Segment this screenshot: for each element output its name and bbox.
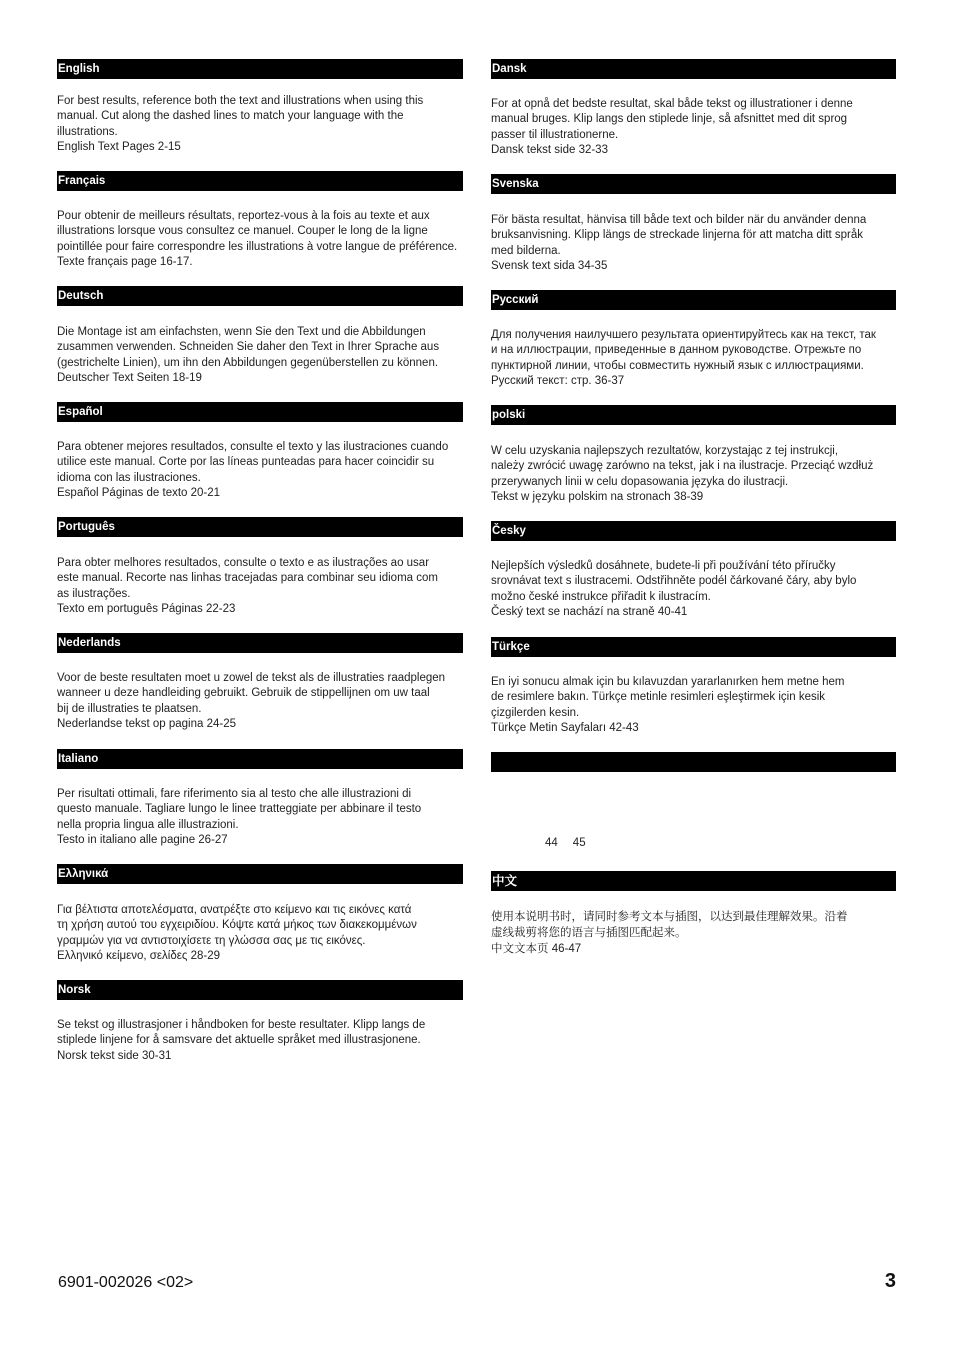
section-body-deutsch: Die Montage ist am einfachsten, wenn Sie den Text und die Abbildungen zusammen verwenden. Schneiden Sie daher den Text in Ihrer Sprache aus (gestrichelte Linien), um ihn den Abbildungen gegenüberstellen zu können. Deutscher Text Seiten 18-19	[57, 326, 440, 385]
section-header-norsk: Norsk	[57, 980, 463, 1000]
section-body-norsk: Se tekst og illustrasjoner i håndboken for beste resultater. Klipp langs de stiplede linjene for å samsvare det aktuelle språket med illustrasjonene. Norsk tekst side 30-31	[57, 1019, 426, 1062]
section-header-espanol: Español	[57, 402, 463, 422]
section-header-deutsch: Deutsch	[57, 286, 463, 306]
section-header-nederlands: Nederlands	[57, 633, 463, 653]
section-body-italiano: Per risultati ottimali, fare riferimento sia al testo che alle illustrazioni di questo manuale. Tagliare lungo le linee tratteggiate per abbinare il testo nella propria lingua alle illustrazioni. Testo in italiano alle pagine 26-27	[57, 788, 422, 847]
section-body-english: For best results, reference both the text and illustrations when using this manual. Cut along the dashed lines to match your language with the illustrations. English Text Pages 2-15	[57, 95, 424, 154]
section-header-dansk: Dansk	[491, 59, 896, 79]
section-body-espanol: Para obtener mejores resultados, consulte el texto y las ilustraciones cuando utilice este manual. Corte por las líneas punteadas para hacer coincidir su idioma con las ilustraciones. Español Páginas de texto 20-21	[57, 441, 449, 500]
page-number-45: 45	[572, 837, 586, 849]
section-header-francais: Français	[57, 171, 463, 191]
blank-section-page-numbers	[545, 837, 601, 849]
section-body-cesky: Nejlepších výsledků dosáhnete, budete-li při používání této příručky srovnávat text s ilustracemi. Odstřihněte podél čárkované čáry, aby bylo možno české instrukce přiřadit k ilustracím. Český text se nachází na straně 40-41	[491, 560, 857, 619]
section-body-russkiy: Для получения наилучшего результата ориентируйтесь как на текст, так и на иллюстрации, приведенные в данном руководстве. Отрежьте по пунктирной линии, чтобы совместить нужный язык с иллюстрациями. Русский текст: стр. 36-37	[491, 329, 876, 388]
document-code: 6901-002026 <02>	[58, 1274, 194, 1291]
section-body-nederlands: Voor de beste resultaten moet u zowel de tekst als de illustraties raadplegen wanneer u deze handleiding gebruikt. Gebruik de stippellijnen om uw taal bij de illustraties te plaatsen. Nederlandse tekst op pagina 24-25	[57, 672, 446, 731]
section-body-zhongwen: 使用本说明书时，请同时参考文本与插图，以达到最佳理解效果。沿着 虚线裁剪将您的语言与插图匹配起来。 中文文本页 46-47	[491, 911, 848, 955]
section-header-polski: polski	[491, 405, 896, 425]
section-header-turkce: Türkçe	[491, 637, 896, 657]
section-body-dansk: For at opnå det bedste resultat, skal både tekst og illustrationer i denne manual bruges. Klip langs den stiplede linje, så afsnittet med dit sprog passer til illustrationerne. Dansk tekst side 32-33	[491, 98, 853, 157]
section-body-portugues: Para obter melhores resultados, consulte o texto e as ilustrações ao usar este manual. Recorte nas linhas tracejadas para combinar seu idioma com as ilustrações. Texto em português Páginas 22-23	[57, 557, 438, 616]
page-number: 3	[884, 1270, 896, 1292]
section-header-blank	[491, 752, 896, 772]
section-header-ellinika: Ελληνικά	[57, 864, 463, 884]
section-body-svenska: För bästa resultat, hänvisa till både text och bilder när du använder denna bruksanvisning. Klipp längs de streckade linjerna för att matcha ditt språk med bilderna. Svensk text sida 34-35	[491, 214, 867, 273]
section-body-turkce: En iyi sonucu almak için bu kılavuzdan yararlanırken hem metne hem de resimlere bakın. Türkçe metinle resimleri eşleştirmek için kesik çizgilerden kesin. Türkçe Metin Sayfaları 42-43	[491, 676, 845, 735]
section-header-zhongwen: 中文	[491, 871, 896, 891]
section-body-polski: W celu uzyskania najlepszych rezultatów, korzystając z tej instrukcji, należy zwrócić uwagę zarówno na tekst, jak i na ilustracje. Przeciąć wzdłuż przerywanych linii w celu dopasowania języka do ilustracji. Tekst w języku polskim na stronach 38-39	[491, 445, 874, 504]
section-header-cesky: Česky	[491, 521, 896, 541]
section-body-ellinika: Για βέλτιστα αποτελέσματα, ανατρέξτε στο κείμενο και τις εικόνες κατά τη χρήση αυτού του εγχειριδίου. Κόψτε κατά μήκος των διακεκομμένων γραμμών για να αντιστοιχίσετε τη γλώσσα σας με τις εικόνες. Ελληνικό κείμενο, σελίδες 28-29	[57, 904, 417, 963]
page-number-44: 44	[545, 837, 558, 849]
section-header-svenska: Svenska	[491, 174, 896, 194]
section-header-english: English	[57, 59, 463, 79]
section-header-italiano: Italiano	[57, 749, 463, 769]
section-header-russkiy: Русский	[491, 290, 896, 310]
section-header-portugues: Português	[57, 517, 463, 537]
section-body-francais: Pour obtenir de meilleurs résultats, reportez-vous à la fois au texte et aux illustrations lorsque vous consultez ce manuel. Couper le long de la ligne pointillée pour faire correspondre les illustrations à votre langue de préférence. Texte français page 16-17.	[57, 210, 458, 269]
